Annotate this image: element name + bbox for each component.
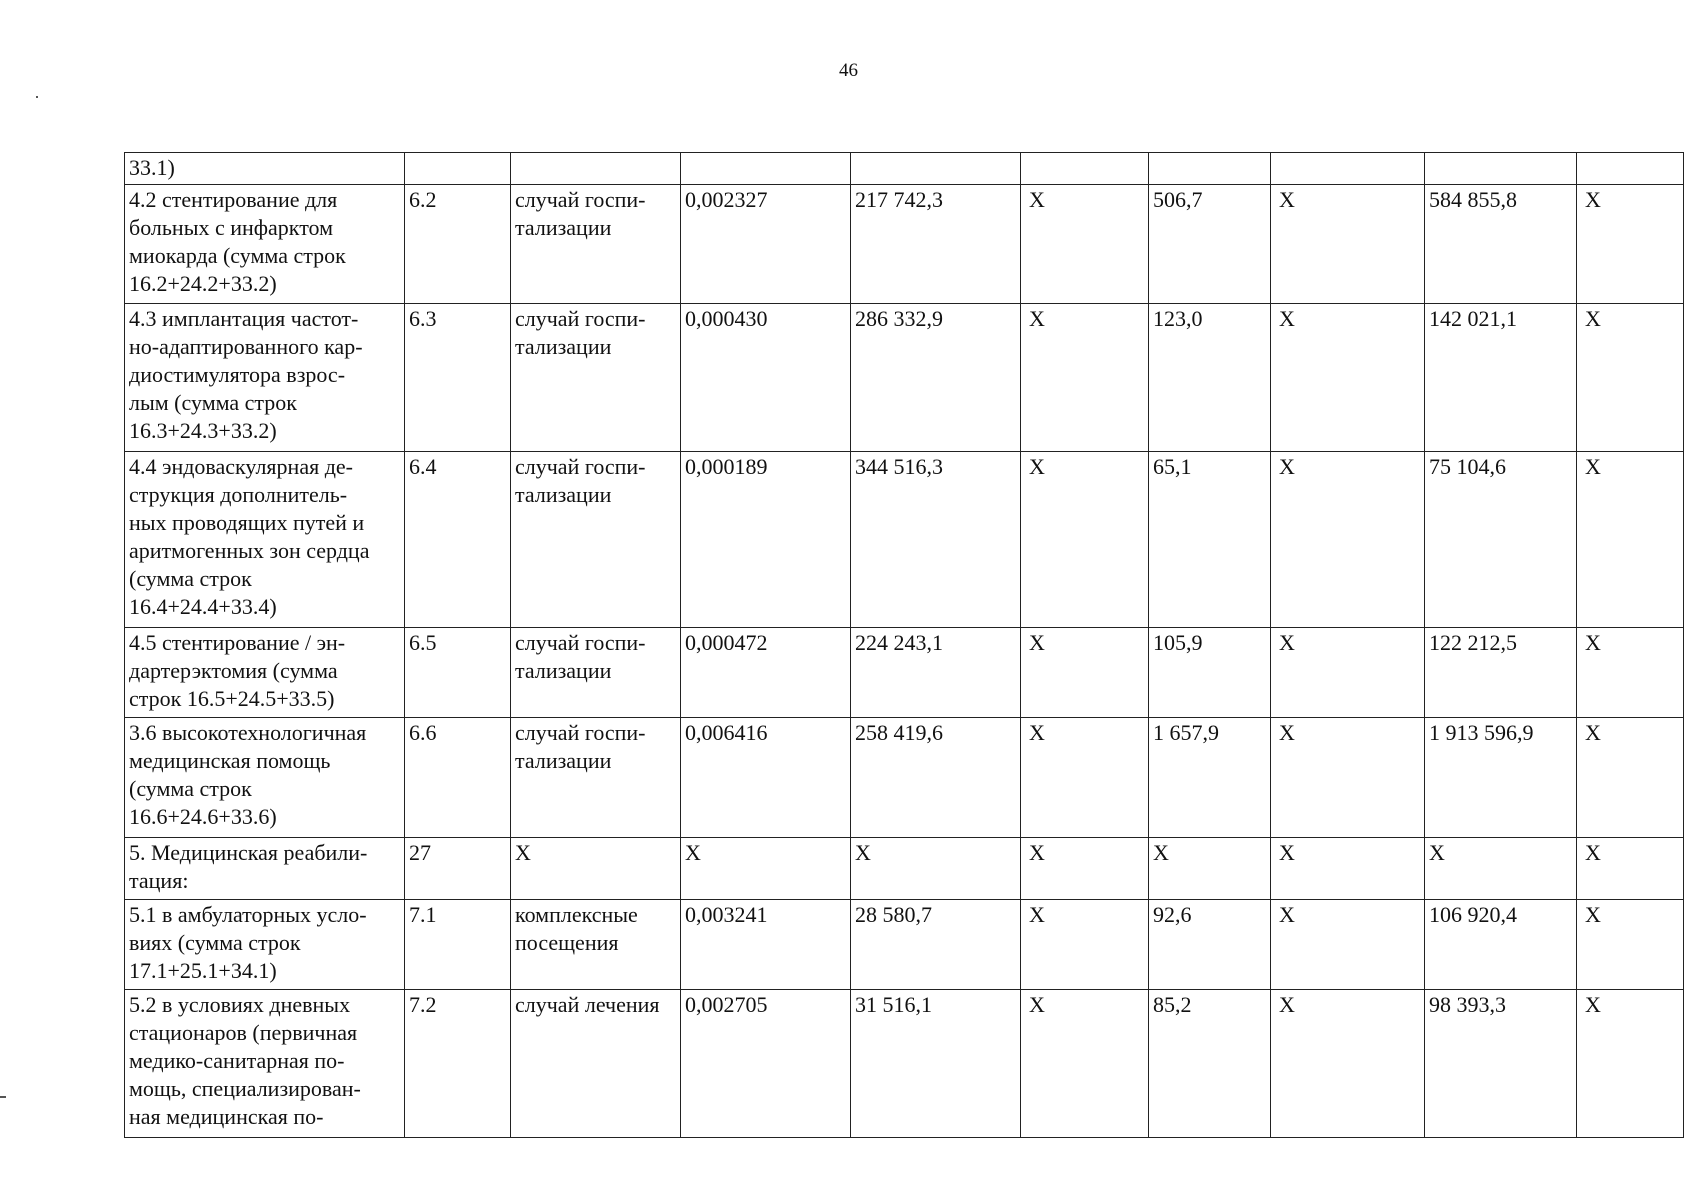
table-row [125, 185, 1684, 304]
table-cell [681, 153, 851, 185]
table-cell: X [1577, 900, 1684, 990]
table-row [125, 838, 1684, 900]
table-cell: 1 657,9 [1149, 718, 1271, 838]
table-cell: X [681, 838, 851, 900]
table-cell: 123,0 [1149, 304, 1271, 452]
table-cell: 27 [405, 838, 511, 900]
scan-dot [36, 96, 38, 98]
table-cell: X [1021, 838, 1149, 900]
table-cell: 0,002327 [681, 185, 851, 304]
table-cell: 217 742,3 [851, 185, 1021, 304]
table-cell: X [1271, 185, 1425, 304]
table-cell: X [1021, 452, 1149, 628]
table-cell: 4.3 имплантация частот- но-адаптированного кар- диостимулятора взрос- лым (сумма строк 16.3+24.3+33.2) [125, 304, 405, 452]
table-cell: X [1021, 628, 1149, 718]
table-cell: 5. Медицинская реабили- тация: [125, 838, 405, 900]
table-cell: X [1021, 185, 1149, 304]
table-cell: 6.3 [405, 304, 511, 452]
table-cell: 258 419,6 [851, 718, 1021, 838]
table-cell: X [1577, 304, 1684, 452]
table-cell [405, 153, 511, 185]
table-cell: X [1271, 838, 1425, 900]
table-cell: 31 516,1 [851, 990, 1021, 1138]
table-cell: X [1271, 990, 1425, 1138]
scan-dash [0, 1096, 6, 1098]
table-cell: X [1271, 900, 1425, 990]
table-cell: 28 580,7 [851, 900, 1021, 990]
table-cell: случай госпи- тализации [511, 304, 681, 452]
table-row [125, 990, 1684, 1138]
table-cell: X [1577, 452, 1684, 628]
table-cell: 6.6 [405, 718, 511, 838]
table-cell [1149, 153, 1271, 185]
table-row [125, 628, 1684, 718]
table-cell [1425, 153, 1577, 185]
table-cell: 98 393,3 [1425, 990, 1577, 1138]
table-cell: 85,2 [1149, 990, 1271, 1138]
table-cell: 7.2 [405, 990, 511, 1138]
table-cell: X [1271, 628, 1425, 718]
table-cell: X [1021, 900, 1149, 990]
table-cell: X [1021, 990, 1149, 1138]
table-cell: 65,1 [1149, 452, 1271, 628]
table-cell: 1 913 596,9 [1425, 718, 1577, 838]
table-cell: X [1149, 838, 1271, 900]
table-cell: 6.5 [405, 628, 511, 718]
table-cell: 506,7 [1149, 185, 1271, 304]
table-cell [511, 153, 681, 185]
data-table [124, 152, 1684, 1138]
table-cell: X [851, 838, 1021, 900]
table-cell: 5.1 в амбулаторных усло- виях (сумма строк 17.1+25.1+34.1) [125, 900, 405, 990]
table-cell: 4.4 эндоваскулярная де- струкция дополнитель- ных проводящих путей и аритмогенных зон сердца (сумма строк 16.4+24.4+33.4) [125, 452, 405, 628]
table-cell: 3.6 высокотехнологичная медицинская помощь (сумма строк 16.6+24.6+33.6) [125, 718, 405, 838]
table-row [125, 452, 1684, 628]
table-cell: случай госпи- тализации [511, 628, 681, 718]
table-cell: 344 516,3 [851, 452, 1021, 628]
table-cell: X [1021, 304, 1149, 452]
table-cell: случай лечения [511, 990, 681, 1138]
table-cell: X [511, 838, 681, 900]
table-cell: 142 021,1 [1425, 304, 1577, 452]
table-cell: X [1271, 452, 1425, 628]
table-cell: 4.2 стентирование для больных с инфарктом миокарда (сумма строк 16.2+24.2+33.2) [125, 185, 405, 304]
table-cell: X [1577, 990, 1684, 1138]
table-cell: 224 243,1 [851, 628, 1021, 718]
table-cell [1271, 153, 1425, 185]
table-cell: 7.1 [405, 900, 511, 990]
table-cell [851, 153, 1021, 185]
table-cell: X [1021, 718, 1149, 838]
table-cell: 33.1) [125, 153, 405, 185]
table-row [125, 718, 1684, 838]
table-row [125, 304, 1684, 452]
table-cell: 122 212,5 [1425, 628, 1577, 718]
table-cell: случай госпи- тализации [511, 452, 681, 628]
table-cell: случай госпи- тализации [511, 185, 681, 304]
table-cell: X [1271, 718, 1425, 838]
table-cell: 106 920,4 [1425, 900, 1577, 990]
table-cell: 0,000189 [681, 452, 851, 628]
table-cell: X [1577, 838, 1684, 900]
table-cell: 92,6 [1149, 900, 1271, 990]
table-cell: случай госпи- тализации [511, 718, 681, 838]
table-cell: 584 855,8 [1425, 185, 1577, 304]
table-cell: 0,006416 [681, 718, 851, 838]
table-cell: 6.2 [405, 185, 511, 304]
table-cell: X [1425, 838, 1577, 900]
table-cell: 6.4 [405, 452, 511, 628]
table-cell: 4.5 стентирование / эн- дартерэктомия (сумма строк 16.5+24.5+33.5) [125, 628, 405, 718]
table-cell: X [1577, 185, 1684, 304]
table-cell: 75 104,6 [1425, 452, 1577, 628]
table-cell: X [1271, 304, 1425, 452]
table-cell: 105,9 [1149, 628, 1271, 718]
table-cell [1021, 153, 1149, 185]
table-cell: 0,002705 [681, 990, 851, 1138]
table-cell [1577, 153, 1684, 185]
table-row [125, 153, 1684, 185]
table-row [125, 900, 1684, 990]
table-cell: 0,000472 [681, 628, 851, 718]
page-number: 46 [839, 60, 858, 81]
table-cell: 0,003241 [681, 900, 851, 990]
table-cell: 0,000430 [681, 304, 851, 452]
table-cell: 5.2 в условиях дневных стационаров (первичная медико-санитарная по- мощь, специализирован- ная медицинская по- [125, 990, 405, 1138]
table-cell: X [1577, 718, 1684, 838]
table-cell: X [1577, 628, 1684, 718]
table-cell: 286 332,9 [851, 304, 1021, 452]
table-cell: комплексные посещения [511, 900, 681, 990]
